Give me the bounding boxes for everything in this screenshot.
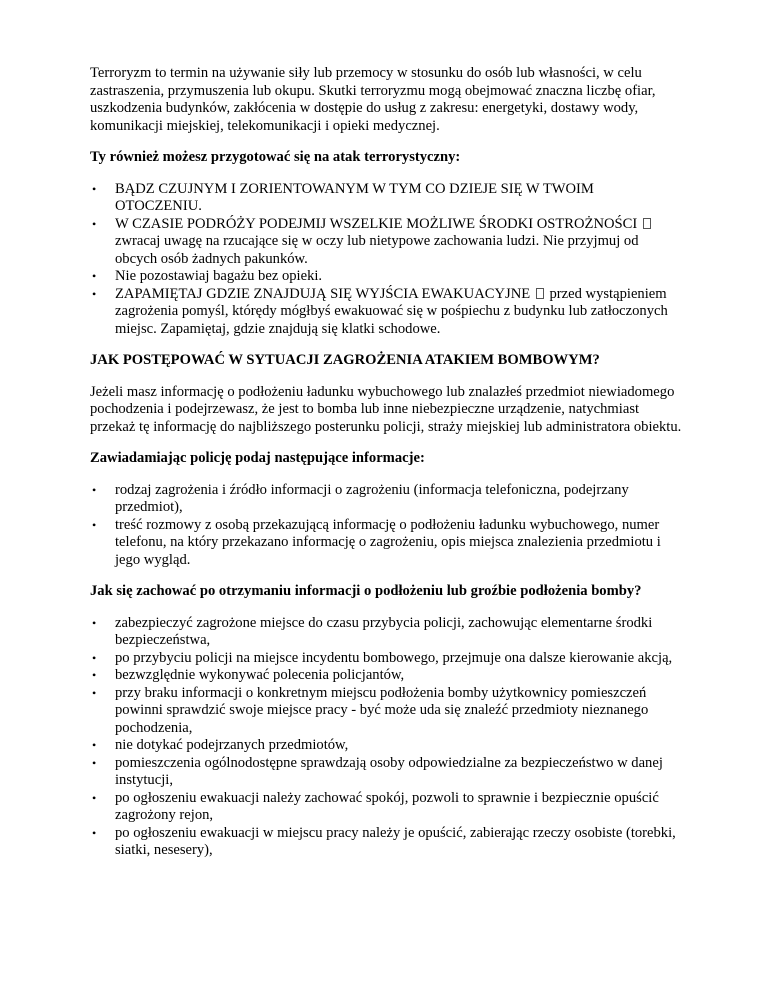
list-item: • Nie pozostawiaj bagażu bez opieki. (92, 268, 323, 284)
bullet-icon: • (92, 790, 97, 805)
missing-glyph-icon (643, 218, 651, 229)
list-item: • ZAPAMIĘTAJ GDZIE ZNAJDUJĄ SIĘ WYJŚCIA EWAKUACYJNE przed wystąpieniem zagrożenia pomyśl, którędy mógłbyś ewakuować się w pośpiechu z budynku lub zatłoczonych miejsc. Zapamiętaj, gdzie znajdują się klatki schodowe. (92, 285, 668, 337)
list-item: • W CZASIE PODRÓŻY PODEJMIJ WSZELKIE MOŻLIWE ŚRODKI OSTROŻNOŚCI zwracaj uwagę na rzucające się w oczy lub nietypowe zachowania ludzi. Nie przyjmuj od obcych osób żadnych pakunków. (90, 216, 682, 269)
list-item: • przy braku informacji o konkretnym miejscu podłożenia bomby użytkownicy pomieszczeń powinni sprawdzić swoje miejsce pracy - być może uda się znaleźć przedmioty nieznanego pochodzenia, (92, 684, 649, 736)
missing-glyph-icon (536, 288, 544, 299)
section-heading-bomb-threat: JAK POSTĘPOWAĆ W SYTUACJI ZAGROŻENIA ATAKIEM BOMBOWYM? (90, 352, 600, 368)
bullet-icon: • (92, 181, 97, 196)
list-item: • po przybyciu policji na miejsce incydentu bombowego, przejmuje ona dalsze kierowanie akcją, (92, 649, 673, 666)
bullet-icon: • (92, 482, 97, 497)
notify-police-list (90, 482, 682, 570)
section-heading-behavior: Jak się zachować po otrzymaniu informacji o podłożeniu lub groźbie podłożenia bomby? (90, 583, 642, 599)
list-item: • po ogłoszeniu ewakuacji w miejscu pracy należy je opuścić, zabierając rzeczy osobiste (torebki, siatki, nesesery), (92, 824, 676, 858)
bullet-icon: • (92, 755, 97, 770)
bullet-icon: • (92, 269, 97, 283)
bullet-icon: • (92, 685, 97, 700)
list-item: • rodzaj zagrożenia i źródło informacji o zagrożeniu (informacja telefoniczna, podejrzany przedmiot), (92, 481, 629, 515)
list-item: • nie dotykać podejrzanych przedmiotów, (92, 737, 349, 753)
list-item: • bezwzględnie wykonywać polecenia policjantów, (92, 667, 405, 683)
behavior-list (90, 615, 682, 860)
bullet-icon: • (92, 216, 97, 231)
bullet-icon: • (92, 650, 97, 665)
section-heading-notify-police: Zawiadamiając policję podaj następujące informacje: (90, 450, 425, 466)
bomb-threat-paragraph: Jeżeli masz informację o podłożeniu ładunku wybuchowego lub znalazłeś przedmiot niewiadomego pochodzenia i podejrzewasz, że jest to bomba lub inne niebezpieczne urządzenie, natychmiast przekaż tę informację do najbliższego posterunku policji, straży miejskiej lub administratora obiektu. (90, 383, 682, 435)
bullet-icon: • (92, 668, 97, 682)
list-item: • treść rozmowy z osobą przekazującą informację o podłożeniu ładunku wybuchowego, numer telefonu, na który przekazano informację o zagrożeniu, opis miejsca znalezienia przedmiotu i jego wygląd. (92, 516, 661, 568)
list-item: • zabezpieczyć zagrożone miejsce do czasu przybycia policji, zachowując elementarne środki bezpieczeństwa, (92, 614, 653, 648)
bullet-icon: • (92, 286, 97, 301)
bullet-icon: • (92, 825, 97, 840)
section-heading-prepare: Ty również możesz przygotować się na atak terrorystyczny: (90, 149, 461, 165)
intro-paragraph: Terroryzm to termin na używanie siły lub przemocy w stosunku do osób lub własności, w celu zastraszenia, przymuszenia lub okupu. Skutki terroryzmu mogą obejmować znaczna liczbę ofiar, uszkodzenia budynków, zakłócenia w dostępie do usług z zakresu: energetyki, dostawy wody, komunikacji miejskiej, telekomunikacji i opieki medycznej. (90, 65, 656, 134)
bullet-icon: • (92, 738, 97, 752)
list-item: • BĄDZ CZUJNYM I ZORIENTOWANYM W TYM CO DZIEJE SIĘ W TWOIM OTOCZENIU. (92, 180, 594, 214)
list-item: • po ogłoszeniu ewakuacji należy zachować spokój, pozwoli to sprawnie i bezpiecznie opuścić zagrożony rejon, (92, 789, 659, 823)
bullet-icon: • (92, 615, 97, 630)
prepare-list (90, 181, 682, 339)
list-item: • pomieszczenia ogólnodostępne sprawdzają osoby odpowiedzialne za bezpieczeństwo w danej instytucji, (92, 754, 663, 788)
bullet-icon: • (92, 517, 97, 532)
document-body (90, 65, 682, 874)
